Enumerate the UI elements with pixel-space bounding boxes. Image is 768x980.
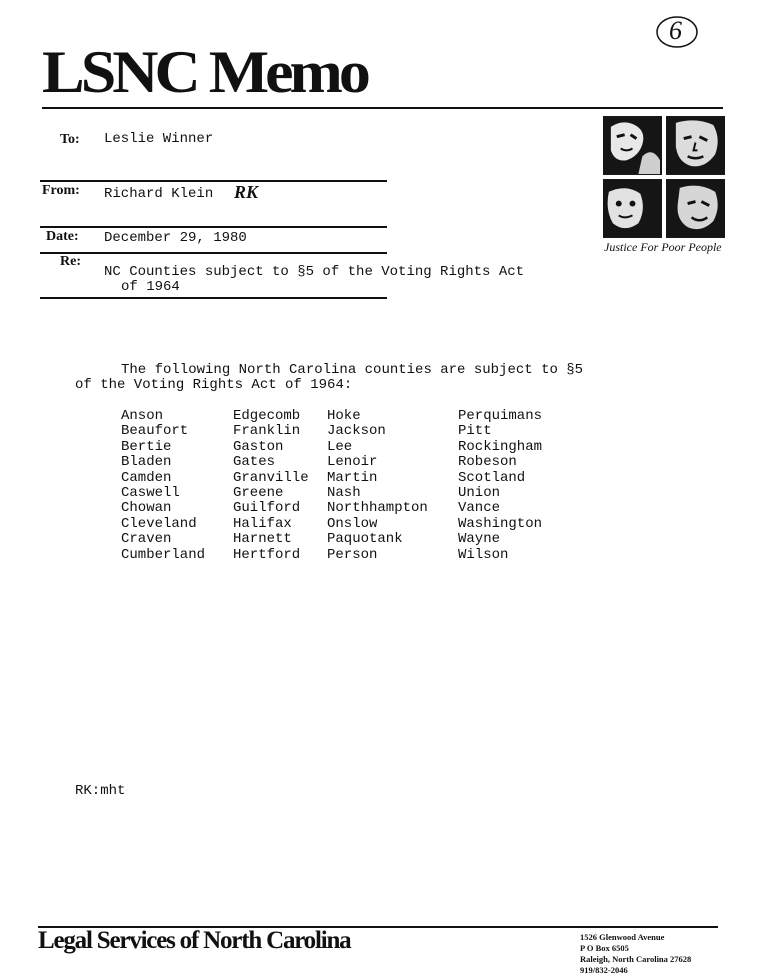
memo-title: LSNC Memo [42, 37, 367, 106]
county-item: Perquimans [458, 408, 543, 424]
county-item: Robeson [458, 454, 517, 471]
county-item: Bertie [121, 438, 172, 455]
county-item: Pitt [458, 423, 492, 440]
county-item: Gates [233, 454, 276, 471]
county-item: Halifax [233, 515, 292, 532]
to-rule [40, 180, 387, 182]
county-item: Hertford [233, 546, 301, 563]
county-item: Bladen [121, 454, 172, 471]
county-item: Cleveland [121, 515, 197, 532]
county-item: Wilson [458, 546, 509, 563]
county-item: Anson [121, 408, 164, 424]
re-label: Re: [60, 254, 81, 269]
to-value: Leslie Winner [104, 131, 214, 147]
county-item: Caswell [121, 485, 180, 502]
body-line-2: of the Voting Rights Act of 1964: [75, 377, 353, 393]
date-label: Date: [46, 229, 79, 244]
body-line-1: The following North Carolina counties are subject to §5 [121, 362, 584, 378]
page-number-mark [655, 14, 699, 50]
re-line-2: of 1964 [121, 279, 180, 295]
face-icon [603, 179, 662, 238]
county-item: Greene [233, 485, 284, 502]
county-item: Vance [458, 500, 501, 517]
county-item: Hoke [327, 408, 361, 424]
county-item: Person [327, 546, 378, 563]
to-label: To: [60, 132, 80, 147]
address-line: Raleigh, North Carolina 27628 [580, 954, 692, 964]
footer-org-name: Legal Services of North Carolina [38, 927, 351, 954]
logo-tagline: Justice For Poor People [604, 240, 722, 254]
from-value: Richard Klein [104, 186, 214, 202]
county-item: Harnett [233, 531, 292, 548]
from-rule [40, 226, 387, 228]
address-line: P O Box 6505 [580, 943, 629, 953]
county-item: Paquotank [327, 531, 403, 548]
footer-address [580, 932, 691, 976]
face-image-3 [603, 179, 662, 238]
county-item: Rockingham [458, 438, 543, 455]
from-label: From: [42, 183, 80, 198]
county-item: Guilford [233, 500, 301, 517]
face-icon [603, 116, 662, 175]
county-item: Wayne [458, 531, 501, 548]
page-number-text: 6 [669, 16, 682, 45]
county-item: Nash [327, 485, 361, 502]
from-initials-signature: RK [234, 182, 259, 202]
reference-initials: RK:mht [75, 783, 126, 799]
county-item: Martin [327, 469, 378, 486]
county-item: Union [458, 485, 501, 502]
county-item: Granville [233, 469, 309, 486]
county-item: Cumberland [121, 546, 206, 563]
address-line: 1526 Glenwood Avenue [580, 932, 665, 942]
county-item: Scotland [458, 469, 526, 486]
re-line-1: NC Counties subject to §5 of the Voting Rights Act [104, 264, 525, 280]
county-item: Jackson [327, 423, 386, 440]
county-item: Gaston [233, 438, 284, 455]
face-image-4 [666, 179, 725, 238]
county-item: Franklin [233, 423, 301, 440]
re-rule [40, 297, 387, 299]
title-rule [42, 107, 723, 109]
county-item: Lee [327, 438, 353, 455]
date-value: December 29, 1980 [104, 230, 247, 246]
county-item: Craven [121, 531, 172, 548]
date-rule [40, 252, 387, 254]
face-image-1 [603, 116, 662, 175]
county-item: Lenoir [327, 454, 378, 471]
address-line: 919/832-2046 [580, 965, 628, 975]
county-item: Chowan [121, 500, 172, 517]
county-item: Edgecomb [233, 408, 301, 424]
face-image-2 [666, 116, 725, 175]
county-item: Camden [121, 469, 172, 486]
logo-image [603, 116, 725, 238]
counties-list [121, 409, 568, 563]
face-icon [666, 179, 725, 238]
face-icon [666, 116, 725, 175]
county-item: Washington [458, 515, 543, 532]
county-item: Onslow [327, 515, 378, 532]
county-item: Beaufort [121, 423, 189, 440]
county-item: Northhampton [327, 500, 428, 517]
